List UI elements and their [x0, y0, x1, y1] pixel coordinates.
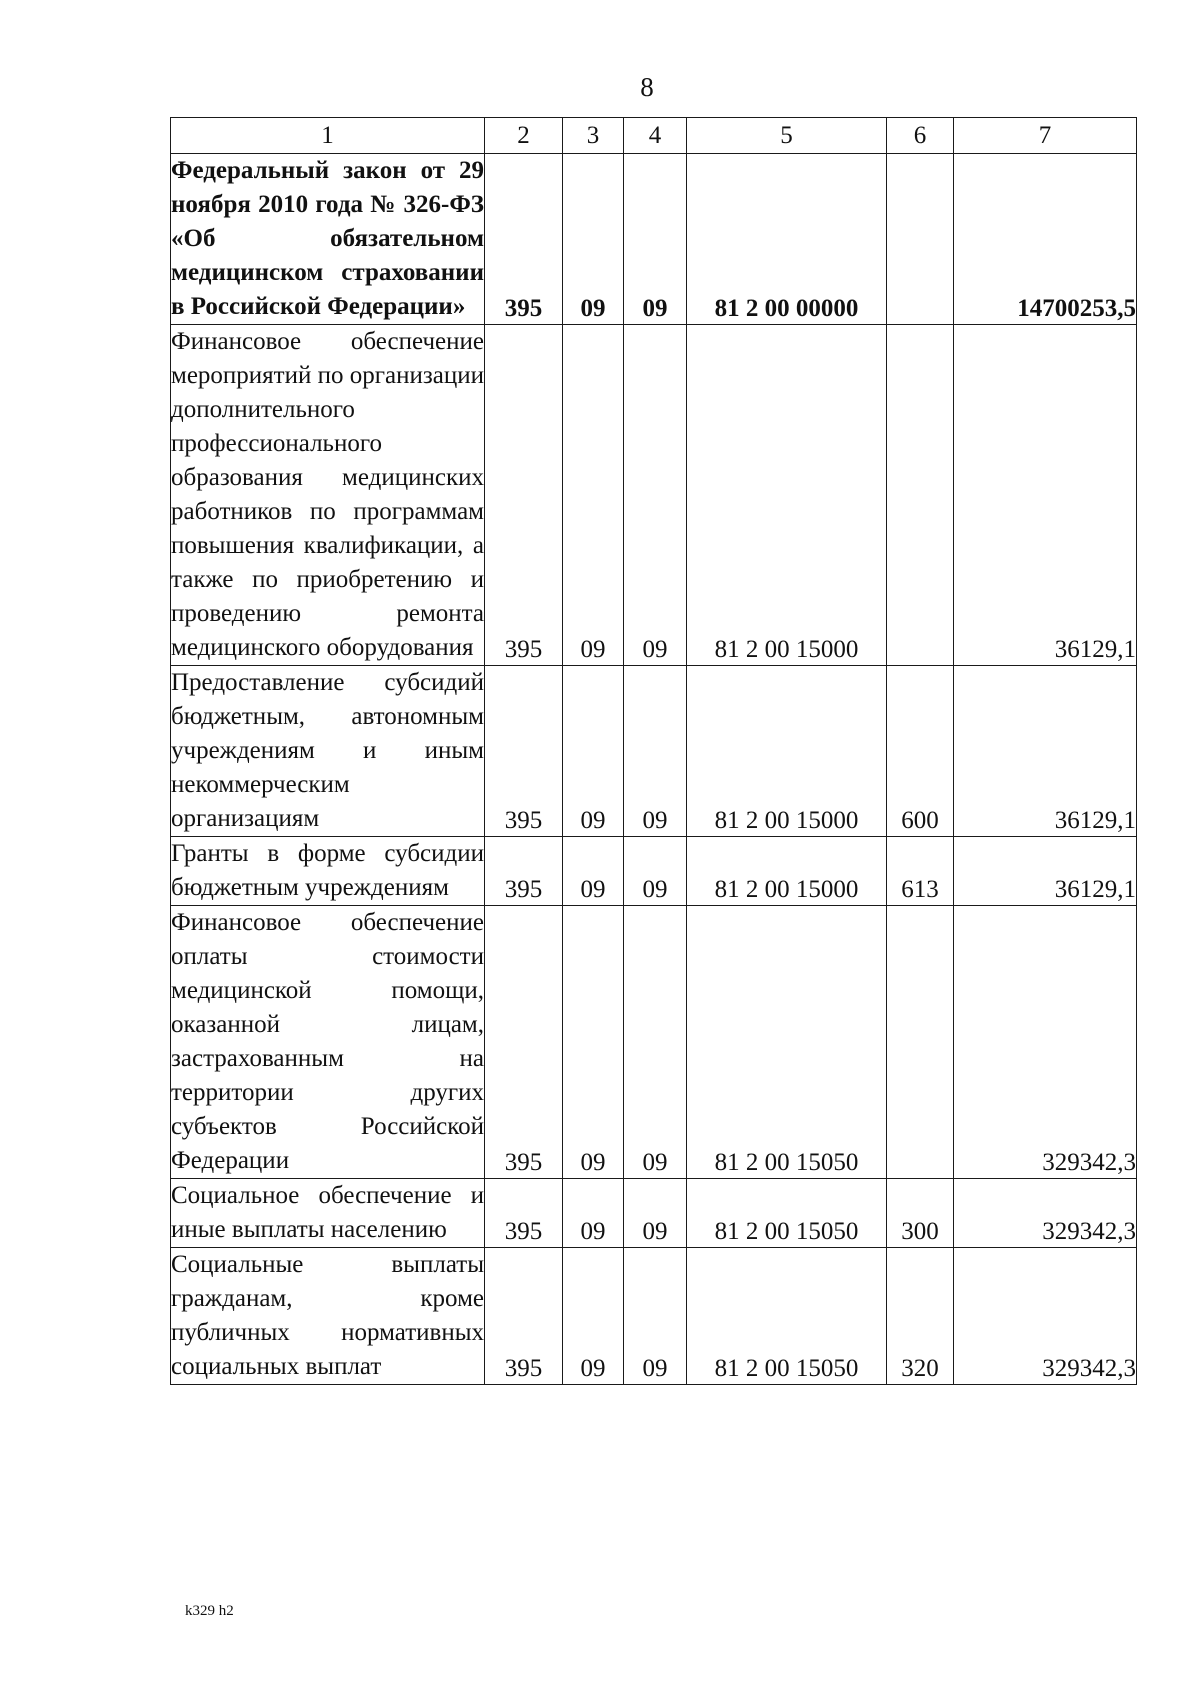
- ministry-code: 395: [485, 906, 563, 1179]
- document-code: k329 h2: [185, 1603, 234, 1619]
- row-name: Финансовое обеспечение оплаты стоимости медицинской помощи, оказанной лицам, застрахованным на территории других субъектов Российской Федерации: [171, 906, 485, 1179]
- row-name: Предоставление субсидий бюджетным, автономным учреждениям и иным некоммерческим организациям: [171, 666, 485, 837]
- row-name: Федеральный закон от 29 ноября 2010 года № 326-ФЗ «Об обязательном медицинском страховании в Российской Федерации»: [171, 154, 485, 325]
- target-article-code: 81 2 00 15050: [687, 1179, 887, 1248]
- amount: 36129,1: [954, 325, 1137, 666]
- amount: 329342,3: [954, 906, 1137, 1179]
- expense-type-code: 300: [887, 1179, 954, 1248]
- expense-type-code: 600: [887, 666, 954, 837]
- table-row: [171, 154, 1137, 325]
- budget-table: [170, 117, 1137, 1385]
- amount: 14700253,5: [954, 154, 1137, 325]
- column-header-7: 7: [954, 118, 1137, 154]
- section-code: 09: [563, 666, 624, 837]
- target-article-code: 81 2 00 15000: [687, 837, 887, 906]
- table-row: [171, 1248, 1137, 1385]
- expense-type-code: [887, 154, 954, 325]
- subsection-code: 09: [624, 906, 687, 1179]
- section-code: 09: [563, 1248, 624, 1385]
- table-row: [171, 325, 1137, 666]
- column-header-1: 1: [171, 118, 485, 154]
- subsection-code: 09: [624, 666, 687, 837]
- subsection-code: 09: [624, 1179, 687, 1248]
- amount: 36129,1: [954, 666, 1137, 837]
- target-article-code: 81 2 00 15050: [687, 1248, 887, 1385]
- section-code: 09: [563, 837, 624, 906]
- section-code: 09: [563, 1179, 624, 1248]
- target-article-code: 81 2 00 15050: [687, 906, 887, 1179]
- section-code: 09: [563, 325, 624, 666]
- column-header-4: 4: [624, 118, 687, 154]
- section-code: 09: [563, 154, 624, 325]
- expense-type-code: [887, 906, 954, 1179]
- subsection-code: 09: [624, 154, 687, 325]
- target-article-code: 81 2 00 00000: [687, 154, 887, 325]
- row-name: Финансовое обеспечение мероприятий по организации дополнительного профессионального образования медицинских работников по программам повышения квалификации, а также по приобретению и проведению ремонта медицинского оборудования: [171, 325, 485, 666]
- ministry-code: 395: [485, 154, 563, 325]
- ministry-code: 395: [485, 1248, 563, 1385]
- section-code: 09: [563, 906, 624, 1179]
- table-row: [171, 837, 1137, 906]
- column-header-5: 5: [687, 118, 887, 154]
- row-name: Гранты в форме субсидии бюджетным учреждениям: [171, 837, 485, 906]
- table-row: [171, 666, 1137, 837]
- subsection-code: 09: [624, 1248, 687, 1385]
- amount: 329342,3: [954, 1248, 1137, 1385]
- subsection-code: 09: [624, 325, 687, 666]
- page-number: 8: [640, 72, 654, 102]
- amount: 36129,1: [954, 837, 1137, 906]
- ministry-code: 395: [485, 325, 563, 666]
- target-article-code: 81 2 00 15000: [687, 666, 887, 837]
- expense-type-code: 320: [887, 1248, 954, 1385]
- table-row: [171, 1179, 1137, 1248]
- row-name: Социальные выплаты гражданам, кроме публичных нормативных социальных выплат: [171, 1248, 485, 1385]
- target-article-code: 81 2 00 15000: [687, 325, 887, 666]
- row-name: Социальное обеспечение и иные выплаты населению: [171, 1179, 485, 1248]
- column-number-row: [171, 118, 1137, 154]
- ministry-code: 395: [485, 666, 563, 837]
- amount: 329342,3: [954, 1179, 1137, 1248]
- expense-type-code: 613: [887, 837, 954, 906]
- ministry-code: 395: [485, 1179, 563, 1248]
- column-header-2: 2: [485, 118, 563, 154]
- subsection-code: 09: [624, 837, 687, 906]
- column-header-6: 6: [887, 118, 954, 154]
- ministry-code: 395: [485, 837, 563, 906]
- expense-type-code: [887, 325, 954, 666]
- column-header-3: 3: [563, 118, 624, 154]
- table-row: [171, 906, 1137, 1179]
